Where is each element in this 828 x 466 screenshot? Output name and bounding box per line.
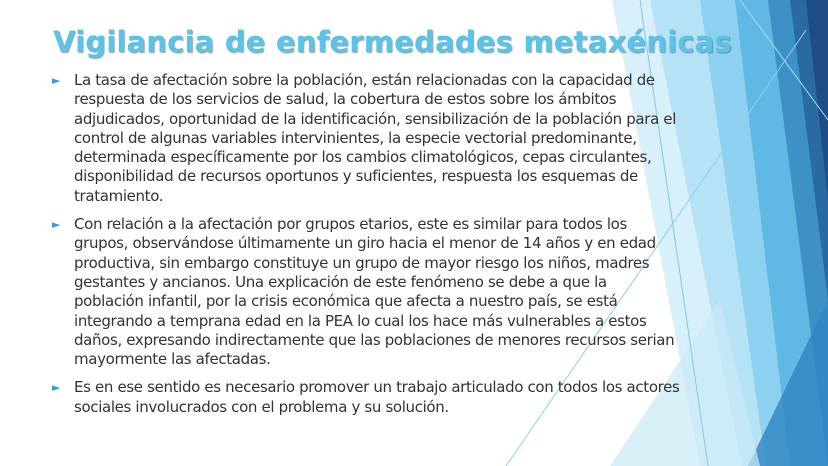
bullet-arrow-icon: ► [52, 74, 61, 87]
bullet-arrow-icon: ► [52, 218, 61, 232]
bullet-text: Es en ese sentido es necesario promover un trabajo articulado con todos los actores sociales involucrados con el problema y su solución. [74, 378, 680, 416]
slide-title: Vigilancia de enfermedades metaxénicas [53, 25, 732, 59]
bullet-arrow-icon: ► [52, 381, 61, 395]
bullet-item [52, 378, 680, 417]
bullet-list [52, 71, 680, 426]
bullet-text: Con relación a la afectación por grupos etarios, este es similar para todos los grupos, observándose últimamente un giro hacia el menor de 14 años y en edad productiva, sin embargo constituye un grupo de mayor riesgo los niños, madres gestantes y ancianos. Una explicación de este fenómeno se debe a que la población infantil, por la crisis económica que afecta a nuestro país, se está integrando a temprana edad en la PEA lo cual los hace más vulnerables a estos daños, expresando indirectamente que las poblaciones de menores recursos serian mayormente las afectadas. [74, 215, 675, 369]
bullet-item [52, 215, 680, 369]
bullet-item [52, 71, 680, 206]
bullet-text: La tasa de afectación sobre la población, están relacionadas con la capacidad de respuesta de los servicios de salud, la cobertura de estos sobre los ámbitos adjudicados, oportunidad de la identificación, sensibilización de la población para el control de algunas variables intervinientes, la especie vectorial predominante, determinada específicamente por los cambios climatológicos, cepas circulantes, disponibilidad de recursos oportunos y suficientes, respuesta los esquemas de tratamiento. [74, 71, 677, 205]
